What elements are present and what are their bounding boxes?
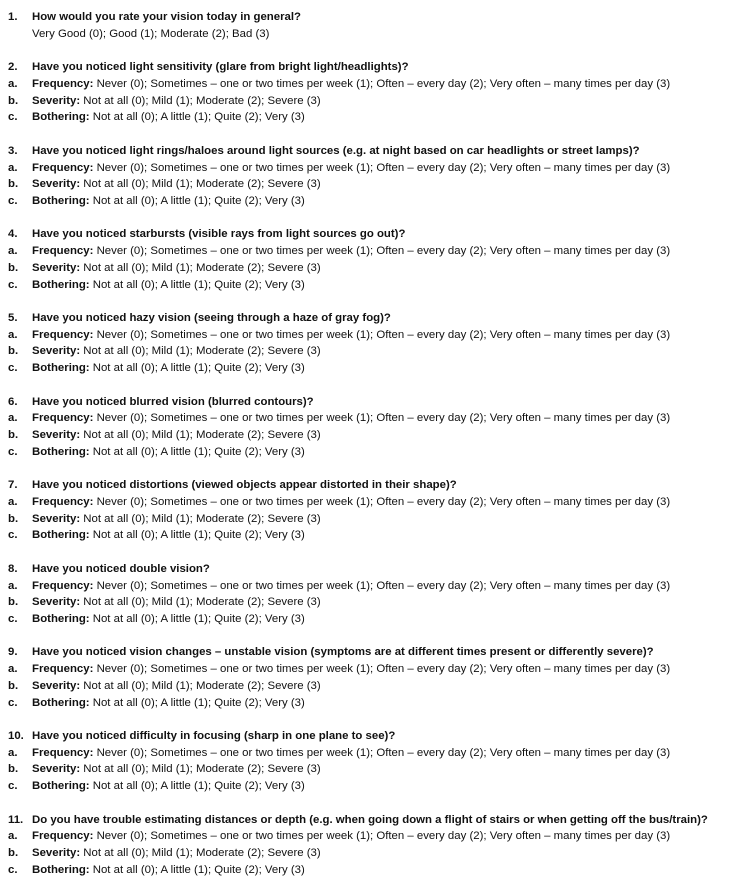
question-6 xyxy=(0,394,755,461)
sub-item-options: Not at all (0); A little (1); Quite (2); Very (3) xyxy=(89,696,305,709)
question-11 xyxy=(0,812,755,879)
sub-item-label: Bothering: xyxy=(32,194,90,207)
question-text: Have you noticed light sensitivity (glare from bright light/headlights)? xyxy=(32,61,409,74)
sub-item-frequency xyxy=(0,494,755,511)
sub-item-frequency xyxy=(0,410,755,427)
sub-item-label: Severity: xyxy=(32,763,81,776)
sub-item-options: Not at all (0); Mild (1); Moderate (2); Severe (3) xyxy=(80,345,321,358)
sub-item-options: Never (0); Sometimes – one or two times per week (1); Often – every day (2); Very often – many times per day (3) xyxy=(93,830,671,843)
sub-item-letter: c. xyxy=(8,362,18,375)
sub-item-letter: c. xyxy=(8,111,18,124)
sub-item-options: Never (0); Sometimes – one or two times per week (1); Often – every day (2); Very often – many times per day (3) xyxy=(93,412,671,425)
question-text: Have you noticed double vision? xyxy=(32,562,210,575)
question-text: Have you noticed hazy vision (seeing through a haze of gray fog)? xyxy=(32,312,391,325)
question-number: 4. xyxy=(8,228,18,241)
sub-item-options: Not at all (0); A little (1); Quite (2); Very (3) xyxy=(89,278,305,291)
sub-item-letter: c. xyxy=(8,612,18,625)
question-text: Have you noticed vision changes – unstable vision (symptoms are at different times present or differently severe)? xyxy=(32,646,654,659)
sub-item-label: Bothering: xyxy=(32,863,90,876)
sub-item-options: Not at all (0); Mild (1); Moderate (2); Severe (3) xyxy=(80,261,321,274)
sub-item-severity xyxy=(0,343,755,360)
question-4 xyxy=(0,226,755,293)
sub-item-frequency xyxy=(0,327,755,344)
sub-item-label: Frequency: xyxy=(32,495,94,508)
sub-item-options: Never (0); Sometimes – one or two times per week (1); Often – every day (2); Very often – many times per day (3) xyxy=(93,161,671,174)
sub-item-label: Bothering: xyxy=(32,362,90,375)
sub-item-letter: b. xyxy=(8,847,19,860)
sub-item-letter: a. xyxy=(8,830,18,843)
sub-item-label: Bothering: xyxy=(32,445,90,458)
question-text: Have you noticed difficulty in focusing (sharp in one plane to see)? xyxy=(32,730,396,743)
sub-item-letter: c. xyxy=(8,863,18,876)
sub-item-options: Not at all (0); Mild (1); Moderate (2); Severe (3) xyxy=(80,679,321,692)
sub-item-options: Not at all (0); Mild (1); Moderate (2); Severe (3) xyxy=(80,847,321,860)
sub-item-severity xyxy=(0,260,755,277)
sub-item-letter: b. xyxy=(8,345,19,358)
sub-item-label: Severity: xyxy=(32,429,81,442)
sub-item-frequency xyxy=(0,828,755,845)
sub-item-label: Frequency: xyxy=(32,579,94,592)
sub-item-options: Not at all (0); A little (1); Quite (2); Very (3) xyxy=(89,863,305,876)
sub-item-letter: c. xyxy=(8,278,18,291)
sub-item-options: Not at all (0); Mild (1); Moderate (2); Severe (3) xyxy=(80,94,321,107)
sub-item-options: Not at all (0); A little (1); Quite (2); Very (3) xyxy=(89,780,305,793)
sub-item-label: Frequency: xyxy=(32,77,94,90)
question-text: How would you rate your vision today in general? xyxy=(32,11,301,23)
question-number: 3. xyxy=(8,144,18,157)
question-heading xyxy=(0,561,755,578)
sub-item-letter: b. xyxy=(8,94,19,107)
question-number: 9. xyxy=(8,646,18,659)
question-heading xyxy=(0,59,755,76)
sub-item-label: Frequency: xyxy=(32,328,94,341)
sub-item-label: Severity: xyxy=(32,679,81,692)
sub-item-label: Severity: xyxy=(32,847,81,860)
sub-item-options: Never (0); Sometimes – one or two times per week (1); Often – every day (2); Very often – many times per day (3) xyxy=(93,495,671,508)
sub-item-letter: b. xyxy=(8,178,19,191)
question-8 xyxy=(0,561,755,628)
sub-item-label: Bothering: xyxy=(32,278,90,291)
sub-item-letter: a. xyxy=(8,663,18,676)
sub-item-frequency xyxy=(0,578,755,595)
sub-item-letter: a. xyxy=(8,245,18,258)
question-heading xyxy=(0,394,755,411)
sub-item-options: Never (0); Sometimes – one or two times per week (1); Often – every day (2); Very often – many times per day (3) xyxy=(93,77,671,90)
sub-item-bothering xyxy=(0,193,755,210)
question-text: Have you noticed starbursts (visible rays from light sources go out)? xyxy=(32,228,406,241)
sub-item-letter: a. xyxy=(8,495,18,508)
sub-item-options: Not at all (0); A little (1); Quite (2); Very (3) xyxy=(89,612,305,625)
question-number: 1. xyxy=(8,11,18,23)
question-number: 7. xyxy=(8,479,18,492)
sub-item-label: Bothering: xyxy=(32,780,90,793)
sub-item-letter: c. xyxy=(8,194,18,207)
question-10 xyxy=(0,728,755,795)
question-heading xyxy=(0,9,755,26)
sub-item-severity xyxy=(0,427,755,444)
question-3 xyxy=(0,143,755,210)
sub-item-label: Frequency: xyxy=(32,746,94,759)
sub-item-letter: c. xyxy=(8,445,18,458)
sub-item-label: Bothering: xyxy=(32,612,90,625)
sub-item-letter: a. xyxy=(8,77,18,90)
question-9 xyxy=(0,644,755,711)
sub-item-letter: b. xyxy=(8,763,19,776)
sub-item-label: Bothering: xyxy=(32,111,90,124)
sub-item-letter: a. xyxy=(8,161,18,174)
sub-item-letter: b. xyxy=(8,429,19,442)
question-heading xyxy=(0,143,755,160)
question-text: Do you have trouble estimating distances or depth (e.g. when going down a flight of stairs or when getting off the bus/train)? xyxy=(32,813,708,826)
sub-item-letter: a. xyxy=(8,328,18,341)
sub-item-frequency xyxy=(0,76,755,93)
sub-item-label: Frequency: xyxy=(32,412,94,425)
sub-item-letter: c. xyxy=(8,780,18,793)
question-number: 6. xyxy=(8,395,18,408)
question-5 xyxy=(0,310,755,377)
question-text: Have you noticed blurred vision (blurred contours)? xyxy=(32,395,314,408)
sub-item-label: Severity: xyxy=(32,512,81,525)
sub-item-label: Frequency: xyxy=(32,663,94,676)
sub-item-frequency xyxy=(0,661,755,678)
sub-item-letter: a. xyxy=(8,746,18,759)
sub-item-letter: b. xyxy=(8,261,19,274)
sub-item-label: Severity: xyxy=(32,345,81,358)
sub-item-severity xyxy=(0,845,755,862)
sub-item-letter: b. xyxy=(8,596,19,609)
sub-item-label: Frequency: xyxy=(32,161,94,174)
sub-item-frequency xyxy=(0,745,755,762)
sub-item-options: Never (0); Sometimes – one or two times per week (1); Often – every day (2); Very often – many times per day (3) xyxy=(93,579,671,592)
question-number: 10. xyxy=(8,730,24,743)
question-heading xyxy=(0,812,755,829)
sub-item-bothering xyxy=(0,360,755,377)
sub-item-bothering xyxy=(0,695,755,712)
question-number: 2. xyxy=(8,61,18,74)
sub-item-options: Not at all (0); Mild (1); Moderate (2); Severe (3) xyxy=(80,429,321,442)
sub-item-letter: b. xyxy=(8,512,19,525)
sub-item-letter: a. xyxy=(8,579,18,592)
sub-item-options: Not at all (0); Mild (1); Moderate (2); Severe (3) xyxy=(80,178,321,191)
sub-item-bothering xyxy=(0,444,755,461)
sub-item-severity xyxy=(0,761,755,778)
sub-item-label: Severity: xyxy=(32,261,81,274)
sub-item-options: Not at all (0); Mild (1); Moderate (2); Severe (3) xyxy=(80,596,321,609)
sub-item-letter: a. xyxy=(8,412,18,425)
sub-item-letter: c. xyxy=(8,529,18,542)
sub-item-options: Never (0); Sometimes – one or two times per week (1); Often – every day (2); Very often – many times per day (3) xyxy=(93,663,671,676)
sub-item-frequency xyxy=(0,160,755,177)
sub-item-options: Not at all (0); A little (1); Quite (2); Very (3) xyxy=(89,111,305,124)
sub-item-options: Never (0); Sometimes – one or two times per week (1); Often – every day (2); Very often – many times per day (3) xyxy=(93,245,671,258)
question-1 xyxy=(0,9,755,42)
question-number: 5. xyxy=(8,312,18,325)
sub-item-severity xyxy=(0,93,755,110)
sub-item-bothering xyxy=(0,527,755,544)
question-text: Have you noticed distortions (viewed objects appear distorted in their shape)? xyxy=(32,479,457,492)
answer-options: Very Good (0); Good (1); Moderate (2); Bad (3) xyxy=(32,27,270,40)
question-number: 8. xyxy=(8,562,18,575)
sub-item-bothering xyxy=(0,109,755,126)
sub-item-label: Severity: xyxy=(32,94,81,107)
sub-item-options: Never (0); Sometimes – one or two times per week (1); Often – every day (2); Very often – many times per day (3) xyxy=(93,746,671,759)
sub-item-label: Severity: xyxy=(32,596,81,609)
question-heading xyxy=(0,310,755,327)
sub-item-label: Bothering: xyxy=(32,529,90,542)
sub-item-frequency xyxy=(0,243,755,260)
sub-item-letter: b. xyxy=(8,679,19,692)
sub-item-label: Frequency: xyxy=(32,830,94,843)
question-heading xyxy=(0,644,755,661)
sub-item-letter: c. xyxy=(8,696,18,709)
sub-item-options: Not at all (0); A little (1); Quite (2); Very (3) xyxy=(89,529,305,542)
sub-item-options: Never (0); Sometimes – one or two times per week (1); Often – every day (2); Very often – many times per day (3) xyxy=(93,328,671,341)
question-heading xyxy=(0,226,755,243)
question-number: 11. xyxy=(8,813,24,826)
sub-item-bothering xyxy=(0,862,755,879)
question-7 xyxy=(0,477,755,544)
sub-item-bothering xyxy=(0,277,755,294)
sub-item-severity xyxy=(0,678,755,695)
sub-item-bothering xyxy=(0,611,755,628)
sub-item-options: Not at all (0); Mild (1); Moderate (2); Severe (3) xyxy=(80,763,321,776)
question-heading xyxy=(0,477,755,494)
sub-item-label: Bothering: xyxy=(32,696,90,709)
sub-item-severity xyxy=(0,176,755,193)
sub-item-options: Not at all (0); A little (1); Quite (2); Very (3) xyxy=(89,194,305,207)
sub-item-label: Frequency: xyxy=(32,245,94,258)
question-heading xyxy=(0,728,755,745)
sub-item-options: Not at all (0); A little (1); Quite (2); Very (3) xyxy=(89,445,305,458)
sub-item-label: Severity: xyxy=(32,178,81,191)
question-text: Have you noticed light rings/haloes around light sources (e.g. at night based on car headlights or street lamps)? xyxy=(32,144,640,157)
sub-item-options: Not at all (0); A little (1); Quite (2); Very (3) xyxy=(89,362,305,375)
sub-item-severity xyxy=(0,511,755,528)
sub-item-bothering xyxy=(0,778,755,795)
sub-item-options: Not at all (0); Mild (1); Moderate (2); Severe (3) xyxy=(80,512,321,525)
sub-item-severity xyxy=(0,594,755,611)
question-2 xyxy=(0,59,755,126)
